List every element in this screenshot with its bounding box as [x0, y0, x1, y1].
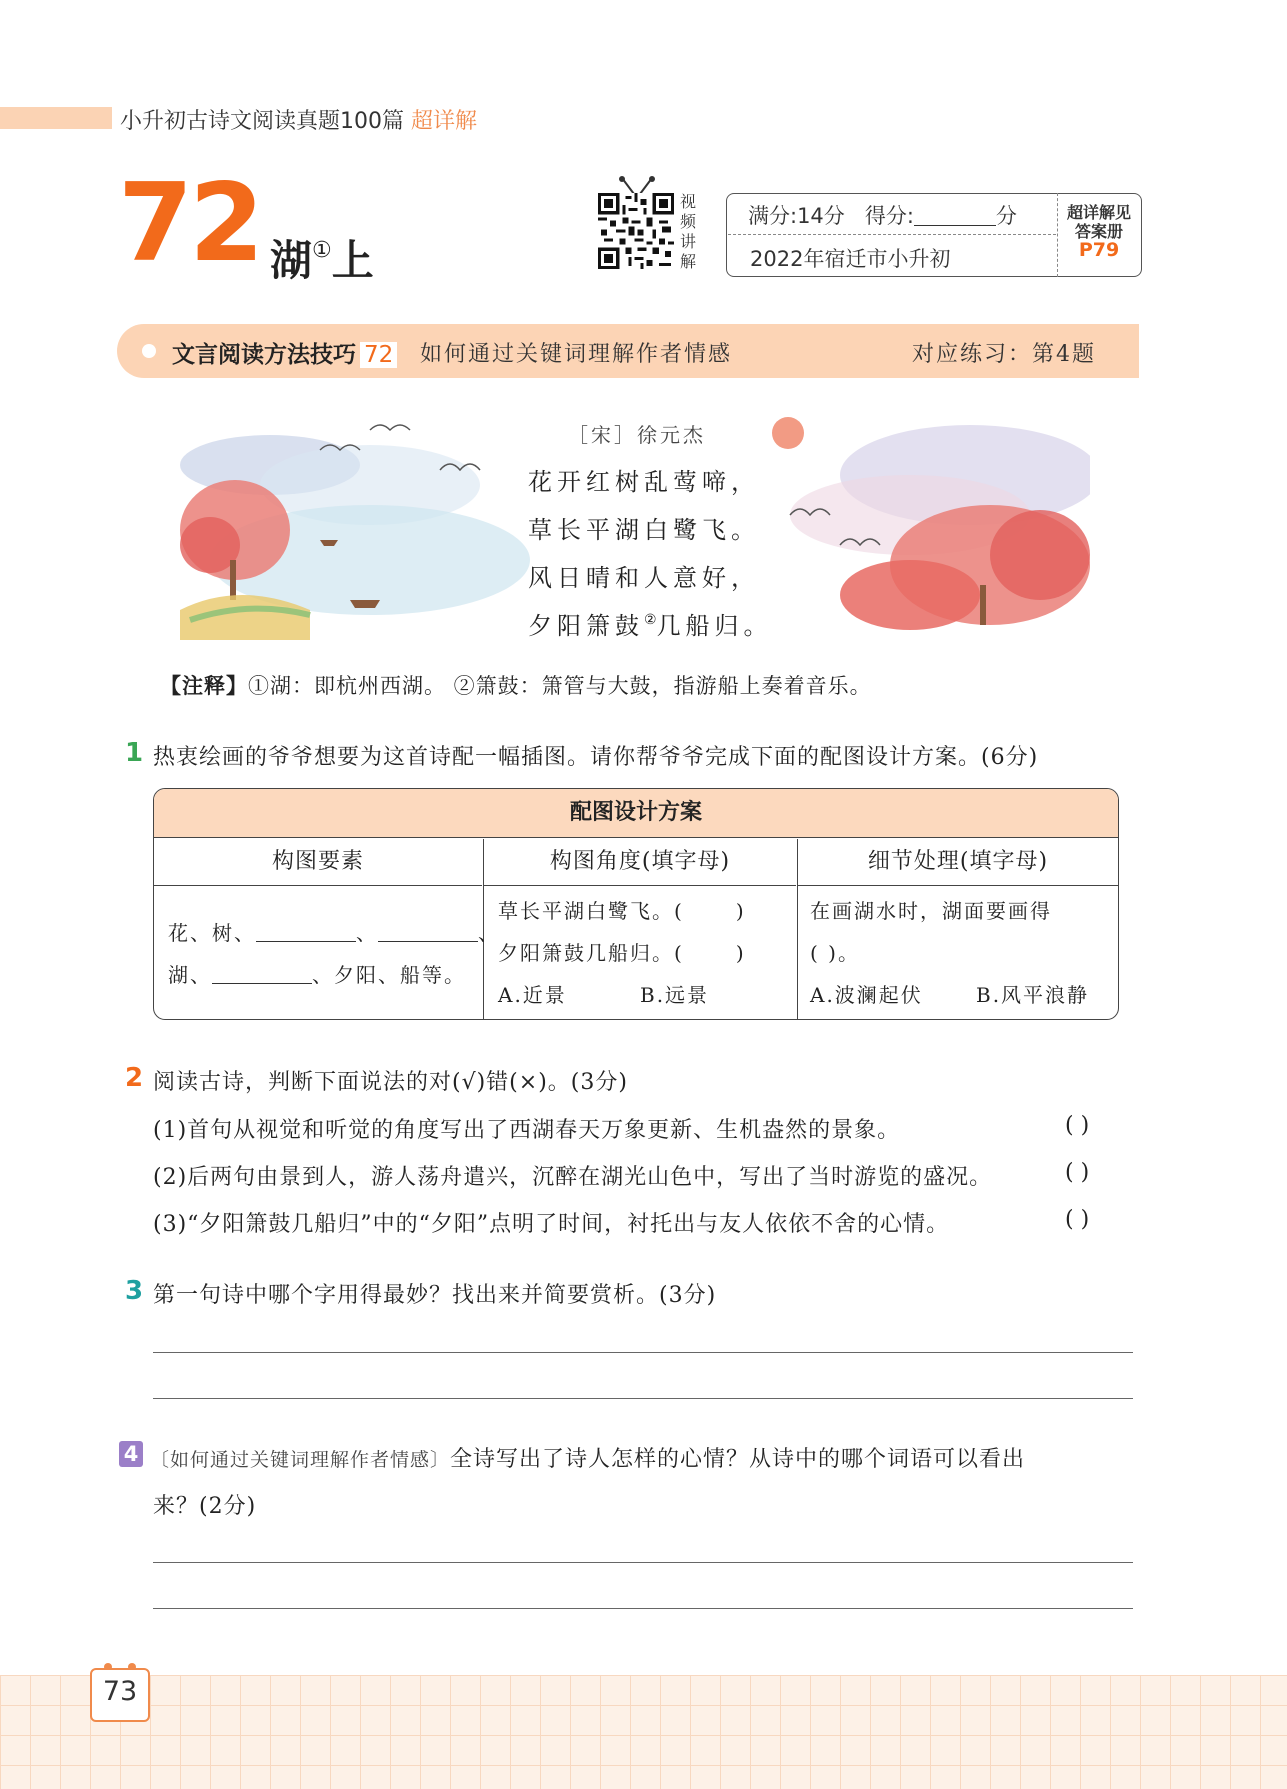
poem-line: 风日晴和人意好， — [528, 564, 760, 592]
design-table — [153, 788, 1119, 1020]
score-separator — [1057, 193, 1058, 277]
skill-topic: 如何通过关键词理解作者情感 — [420, 342, 733, 367]
angle-item: 夕阳箫鼓几船归。( ) — [498, 941, 746, 965]
poem-line: 草长平湖白鹭飞。 — [528, 516, 760, 544]
poem-line: 夕阳箫鼓②几船归。 — [528, 612, 773, 640]
question-text: 阅读古诗，判断下面说法的对(√)错(×)。(3分) — [153, 1070, 628, 1095]
question-number: 1 — [125, 738, 144, 768]
qr-code-icon[interactable] — [598, 193, 674, 269]
skill-label: 文言阅读方法技巧 72 — [172, 336, 397, 369]
skill-number: 72 — [360, 342, 397, 368]
score-divider — [728, 234, 1056, 235]
answer-line[interactable] — [153, 1398, 1133, 1399]
question-skill-tag: 〔如何通过关键词理解作者情感〕 — [150, 1449, 451, 1471]
question-number: 4 — [119, 1441, 143, 1467]
question-text: 第一句诗中哪个字用得最妙？找出来并简要赏析。(3分) — [153, 1283, 717, 1308]
answer-paren[interactable]: ( ) — [1065, 1207, 1090, 1232]
judgment-item: (3)“夕阳箫鼓几船归”中的“夕阳”点明了时间，衬托出与友人依依不舍的心情。 — [153, 1212, 950, 1237]
title-note-marker: ① — [312, 238, 332, 263]
option-b: B.风平浪静 — [976, 983, 1090, 1007]
lesson-number: 72 — [118, 161, 261, 286]
answer-blank[interactable] — [256, 925, 356, 942]
question-text-continued: 来？(2分) — [153, 1494, 257, 1519]
answer-line[interactable] — [153, 1562, 1133, 1563]
score-row: 满分:14分 得分: 分 — [748, 204, 1017, 228]
table-header: 构图角度(填字母) — [484, 839, 796, 886]
footer-grid-band — [0, 1675, 1287, 1789]
answer-page: P79 — [1078, 239, 1120, 261]
table-divider — [797, 839, 798, 1019]
full-score: 满分:14分 — [748, 204, 845, 228]
landscape-right-illustration — [760, 405, 1090, 635]
exam-source: 2022年宿迁市小升初 — [750, 247, 951, 271]
book-title: 小升初古诗文阅读真题100篇 超详解 — [120, 109, 478, 134]
detail-prompt: 在画湖水时，湖面要画得 — [810, 899, 1052, 923]
qr-label: 视 频 讲 解 — [680, 192, 697, 271]
annotations-label: 【注释】 — [160, 674, 248, 698]
composition-elements: 花、树、 、 、 — [168, 921, 500, 945]
question-text: 热衷绘画的爷爷想要为这首诗配一幅插图。请你帮爷爷完成下面的配图设计方案。(6分) — [153, 745, 1039, 770]
table-title: 配图设计方案 — [154, 789, 1118, 838]
option-b: B.远景 — [640, 983, 710, 1007]
answer-blank[interactable]: ( )。 — [810, 941, 860, 965]
score-blank[interactable] — [914, 207, 996, 226]
table-header: 构图要素 — [154, 839, 482, 886]
question-number: 2 — [125, 1063, 144, 1093]
lesson-title: 湖①上 — [270, 236, 374, 285]
judgment-item: (2)后两句由景到人，游人荡舟遣兴，沉醉在湖光山色中，写出了当时游览的盛况。 — [153, 1165, 993, 1190]
annotations: 【注释】①湖：即杭州西湖。 ②箫鼓：箫管与大鼓，指游船上奏着音乐。 — [160, 674, 872, 698]
header-accent-bar — [0, 107, 112, 129]
landscape-left-illustration — [180, 410, 530, 640]
composition-elements: 湖、 、夕阳、船等。 — [168, 963, 466, 987]
question-number: 3 — [125, 1276, 144, 1306]
answer-line[interactable] — [153, 1352, 1133, 1353]
table-header: 细节处理(填字母) — [798, 839, 1118, 886]
poem-author: ［宋］徐元杰 — [568, 423, 706, 447]
book-tag: 超详解 — [411, 109, 478, 134]
judgment-item: (1)首句从视觉和听觉的角度写出了西湖春天万象更新、生机盎然的景象。 — [153, 1118, 901, 1143]
answer-paren[interactable]: ( ) — [1065, 1160, 1090, 1185]
answer-blank[interactable] — [212, 967, 312, 984]
banner-dot-icon — [142, 344, 156, 358]
page-number: 73 — [102, 1676, 138, 1707]
answer-reference: 超详解见 答案册 P79 — [1060, 203, 1138, 260]
practice-reference: 对应练习：第4题 — [912, 342, 1096, 367]
score-label: 得分: — [864, 204, 914, 228]
angle-item: 草长平湖白鹭飞。( ) — [498, 899, 746, 923]
option-a: A.波澜起伏 — [810, 983, 923, 1007]
question-text: 〔如何通过关键词理解作者情感〕全诗写出了诗人怎样的心情？从诗中的哪个词语可以看出 — [150, 1447, 1026, 1472]
poem-line: 花开红树乱莺啼， — [528, 468, 760, 496]
answer-blank[interactable] — [378, 925, 478, 942]
answer-line[interactable] — [153, 1608, 1133, 1609]
answer-paren[interactable]: ( ) — [1065, 1113, 1090, 1138]
option-a: A.近景 — [498, 983, 567, 1007]
